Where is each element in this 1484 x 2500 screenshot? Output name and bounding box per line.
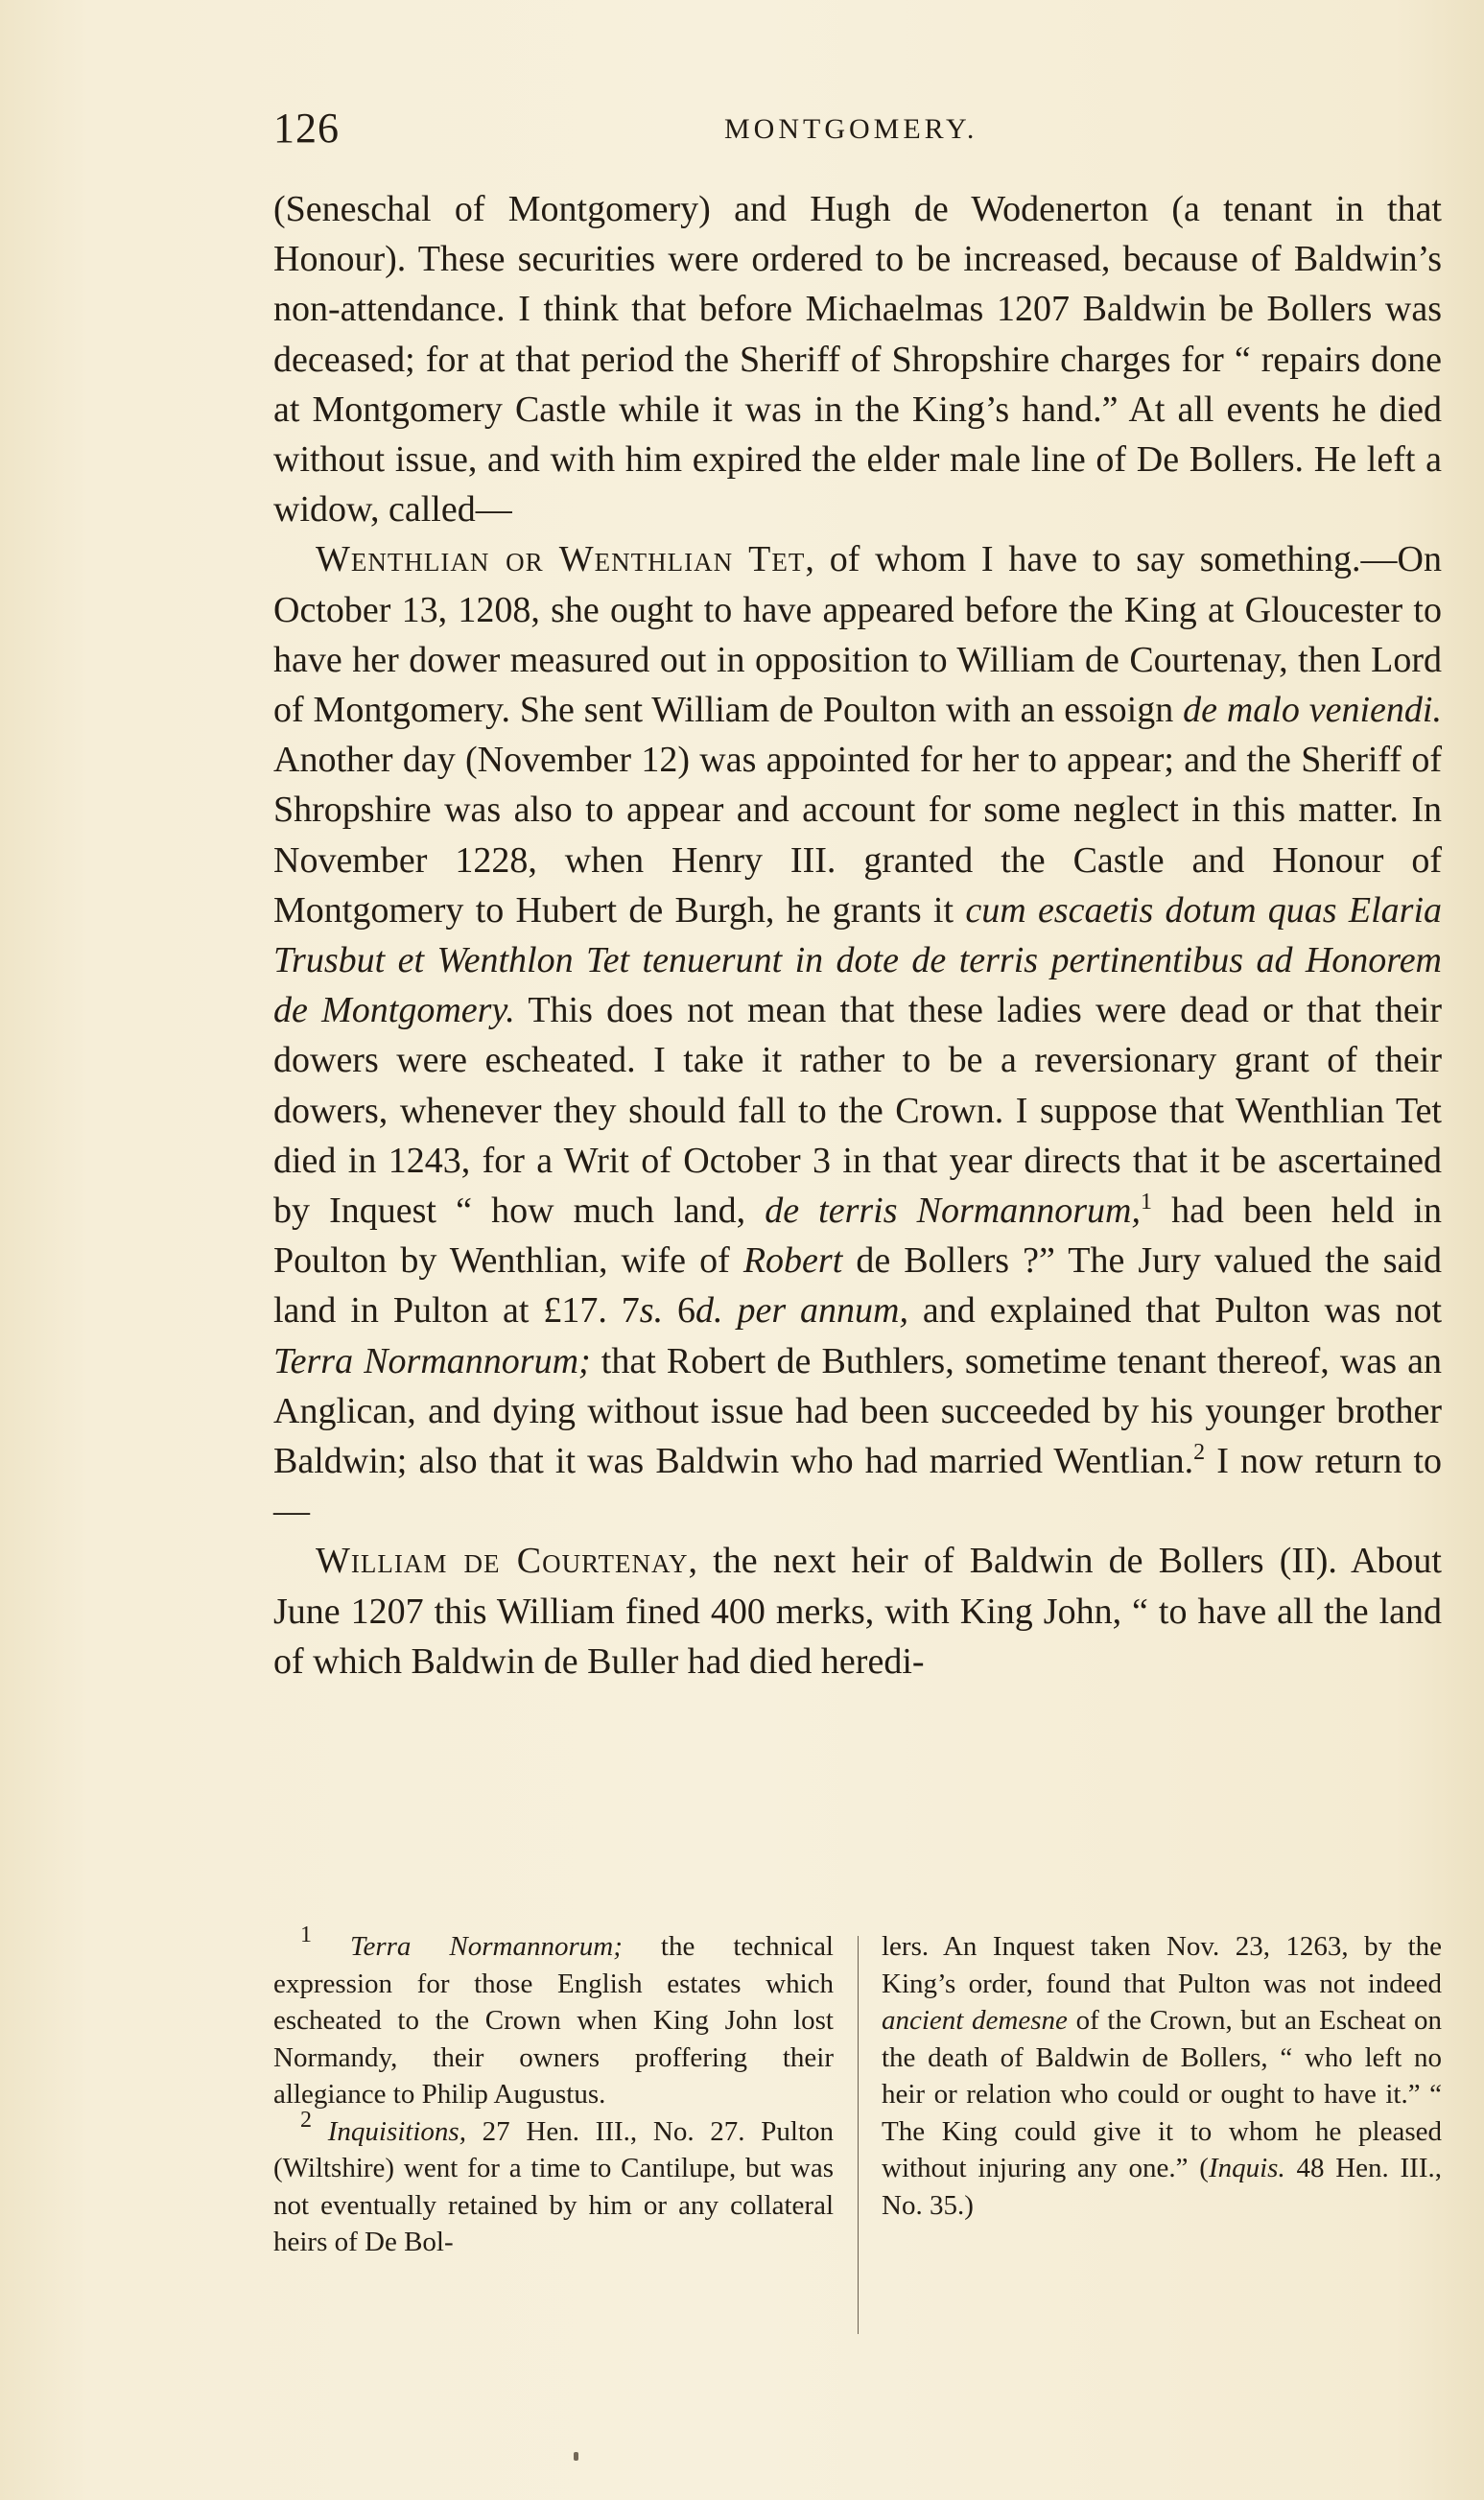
text-run [312, 2116, 328, 2147]
footnote-2 [273, 2107, 835, 2261]
citation: Inquis. [1208, 2153, 1285, 2183]
footnote-column-left [273, 1922, 835, 2261]
latin-phrase: ancient demesne [882, 2005, 1068, 2036]
currency-unit: d. [695, 1290, 723, 1332]
text-run: 6 [663, 1290, 696, 1332]
footnote-ref-1: 1 [1140, 1190, 1152, 1215]
text-run: de Bollers ?” The Jury valued the said land in Pulton at £17. 7 [273, 1240, 1442, 1332]
text-run: lers. An Inquest taken Nov. 23, 1263, by the King’s order, found that Pulton was not indeed [882, 1931, 1442, 1999]
text-run: and explained that Pulton was not [908, 1290, 1443, 1332]
latin-phrase: cum escaetis dotum quas Elaria Trusbut et Wenthlon Tet tenuerunt in dote de terris pertinentibus ad Honorem de Montgomery. [273, 889, 1442, 1031]
footnote-marker: 1 [300, 1922, 312, 1947]
latin-phrase: de malo veniendi. [1183, 690, 1442, 731]
ink-speck [574, 2452, 578, 2461]
text-run: , the next heir of Baldwin de Bollers (II). About June 1207 this William fined 400 merks, with King John, “ to have all the land of which Baldwin de Buller had died heredi- [273, 1541, 1442, 1682]
latin-phrase: Terra Normannorum; [350, 1931, 623, 1962]
running-title: MONTGOMERY. [724, 113, 978, 145]
page-number: 126 [273, 105, 340, 152]
footnote-ref-2: 2 [1193, 1440, 1206, 1466]
text-run: of the Crown, but an Escheat on the death of Baldwin de Bollers, “ who left no heir or relation who could or ought to have it.” “ The King could give it to whom he pleased without injuring any one.” ( [882, 2005, 1443, 2183]
paragraph-wenthlian [273, 534, 1442, 1536]
italic-name: Robert [742, 1240, 843, 1282]
footnote-1 [273, 1922, 834, 2113]
text-run [723, 1290, 738, 1331]
heading-courtenay: William de Courtenay [316, 1541, 689, 1582]
text-run: Another day (November 12) was appointed for her to appear; and the Sheriff of Shropshire was also to appear and account for some neglect in this matter. In November 1228, when Henry III. granted the Castle and Honour of Montgomery to Hubert de Burgh, he grants it [273, 740, 1442, 931]
text-run: that Robert de Buthlers, sometime tenant thereof, was an Anglican, and dying without issue had been succeeded by his younger brother Baldwin; also that it was Baldwin who had married Wentlian. [273, 1340, 1442, 1482]
text-run: 48 Hen. III., No. 35.) [882, 2153, 1442, 2221]
running-head [273, 104, 1444, 171]
footnote-column-right [882, 1928, 1442, 2224]
text-run: the technical expression for those English estates which escheated to the Crown when King John lost Normandy, their owners proffering their allegiance to Philip Augustus. [273, 1931, 834, 2110]
footnote-2-continued [882, 1928, 1442, 2224]
paragraph-courtenay [273, 1536, 1442, 1686]
main-text [273, 184, 1442, 1686]
latin-phrase: de terris Normannorum, [765, 1191, 1141, 1232]
paragraph-1 [273, 184, 1442, 534]
paragraph-1-text: (Seneschal of Montgomery) and Hugh de Wodenerton (a tenant in that Honour). These securities were ordered to be increased, because of Baldwin’s non-attendance. I think that before Michaelmas 1207 Baldwin be Bollers was deceased; for at that period the Sheriff of Shropshire charges for “ repairs done at Montgomery Castle while it was in the King’s hand.” At all events he died without issue, and with him expired the elder male line of De Bollers. He left a widow, called— [273, 189, 1442, 531]
latin-phrase: per annum, [737, 1290, 908, 1332]
footnote-marker: 2 [300, 2107, 312, 2133]
heading-wenthlian: Wenthlian or Wenthlian Tet [316, 539, 806, 580]
text-run: had been held in Poulton by Wenthlian, wife of [273, 1191, 1442, 1282]
citation: Inquisitions, [327, 2115, 466, 2147]
latin-phrase: Terra Normannorum; [273, 1340, 591, 1381]
text-run [312, 1931, 350, 1962]
currency-unit: s. [639, 1290, 664, 1332]
text-run: This does not mean that these ladies were dead or that their dowers were escheated. I take it rather to be a reversionary grant of their dowers, whenever they should fall to the Crown. I suppose that Wenthlian Tet died in 1243, for a Writ of October 3 in that year directs that it be ascertained by Inquest “ how much land, [273, 990, 1442, 1232]
text-run: 27 Hen. III., No. 27. Pulton (Wiltshire) went for a time to Cantilupe, but was not eventually retained by him or any collateral heirs of De Bol- [273, 2115, 835, 2257]
text-run: I now return to— [273, 1441, 1443, 1532]
text-run: , of whom I have to say something.—On October 13, 1208, she ought to have appeared before the King at Gloucester to have her dower measured out in opposition to William de Courtenay, then Lord of Montgomery. She sent William de Poulton with an essoign [273, 539, 1442, 731]
footnotes [273, 1922, 1443, 2350]
column-divider [858, 1936, 859, 2334]
